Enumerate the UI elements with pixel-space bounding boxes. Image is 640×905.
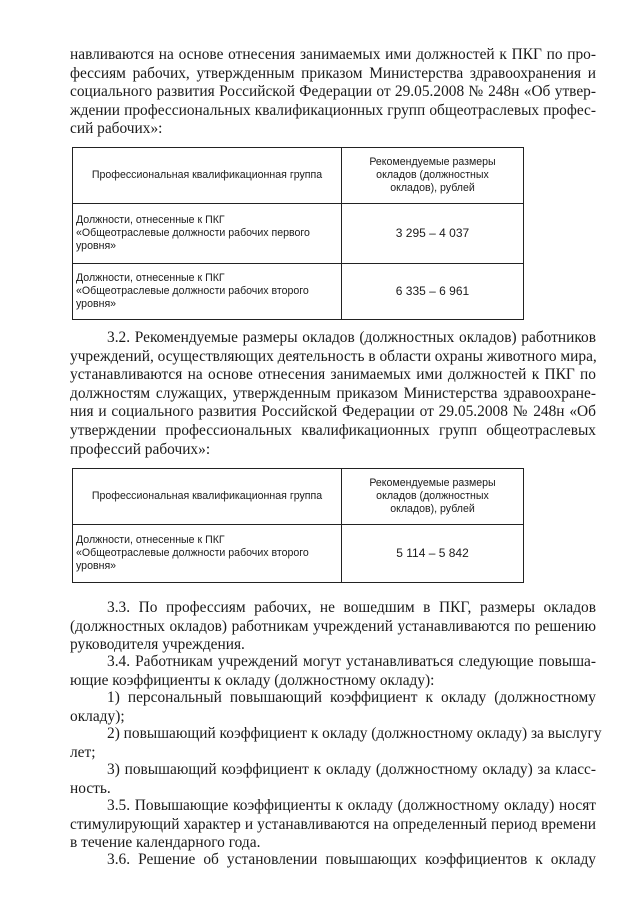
cell-line: «Общеотраслевые должности рабочих первого bbox=[76, 227, 310, 239]
text-line: социального развития Российской Федерации от 29.05.2008 № 248н «Об утвер- bbox=[70, 83, 596, 101]
salary-table-1 bbox=[72, 147, 524, 320]
paragraph-3-4 bbox=[70, 653, 596, 690]
text-line: ность. bbox=[70, 779, 111, 797]
list-item-3-4-3 bbox=[70, 761, 596, 798]
cell-line: «Общеотраслевые должности рабочих второго bbox=[76, 285, 309, 297]
table-cell-salary: 3 295 – 4 037 bbox=[342, 204, 524, 264]
text-line: 3.2. Рекомендуемые размеры окладов (должностных окладов) работников bbox=[107, 329, 596, 346]
table-cell-salary: 5 114 – 5 842 bbox=[342, 525, 524, 583]
table-header-row bbox=[73, 469, 524, 525]
text-line: должностям служащих, утвержденным приказом Министерства здравоохране- bbox=[70, 384, 596, 402]
text-line: профессий рабочих»: bbox=[70, 440, 211, 458]
text-line: 3.3. По профессиям рабочих, не вошедшим в ПКГ, размеры окладов bbox=[107, 599, 596, 616]
text-line: 3) повышающий коэффициент к окладу (должностному окладу) за класс- bbox=[107, 761, 596, 778]
text-line: 2) повышающий коэффициент к окладу (должностному окладу) за выслугу bbox=[107, 725, 602, 742]
text-line: ждении профессиональных квалификационных групп общеотраслевых профес- bbox=[70, 101, 596, 119]
cell-line: уровня» bbox=[76, 298, 117, 310]
text-line: 3.4. Работникам учреждений могут устанавливаться следующие повыша- bbox=[107, 653, 596, 670]
header-line: окладов (должностных bbox=[376, 169, 489, 181]
header-line: Рекомендуемые размеры bbox=[369, 156, 496, 168]
table-header-row bbox=[73, 148, 524, 204]
table-header-salary bbox=[342, 469, 524, 525]
text-line: учреждений, осуществляющих деятельность в области охраны животного мира, bbox=[70, 347, 597, 365]
text-line: устанавливаются на основе отнесения занимаемых ими должностей к ПКГ по bbox=[70, 366, 596, 384]
table-cell-group bbox=[73, 204, 342, 264]
table-cell-salary: 6 335 – 6 961 bbox=[342, 264, 524, 320]
paragraph-3-2 bbox=[70, 329, 596, 459]
header-line: окладов), рублей bbox=[390, 182, 475, 194]
cell-line: «Общеотраслевые должности рабочих второго bbox=[76, 547, 309, 559]
header-line: окладов), рублей bbox=[390, 503, 475, 515]
paragraph-3-5 bbox=[70, 797, 596, 853]
cell-line: уровня» bbox=[76, 560, 117, 572]
header-line: Рекомендуемые размеры bbox=[369, 477, 496, 489]
salary-table-2 bbox=[72, 468, 524, 583]
text-line: окладу); bbox=[70, 707, 125, 725]
table-row bbox=[73, 264, 524, 320]
text-line: (должностных окладов) работникам учреждений устанавливаются по решению bbox=[70, 617, 596, 635]
text-line: стимулирующий характер и устанавливаются на определенный период времени bbox=[70, 815, 596, 833]
table-header-group: Профессиональная квалификационная группа bbox=[73, 148, 342, 204]
paragraph-3-3 bbox=[70, 599, 596, 655]
table-header-salary bbox=[342, 148, 524, 204]
paragraph-intro bbox=[70, 46, 596, 139]
table-cell-group bbox=[73, 264, 342, 320]
list-item-3-4-2 bbox=[70, 725, 602, 762]
text-line: 1) персональный повышающий коэффициент к окладу (должностному bbox=[107, 689, 596, 706]
table-header-group: Профессиональная квалификационная группа bbox=[73, 469, 342, 525]
table-cell-group bbox=[73, 525, 342, 583]
text-line: лет; bbox=[70, 743, 96, 761]
text-line: 3.5. Повышающие коэффициенты к окладу (должностному окладу) носят bbox=[107, 797, 596, 814]
header-line: окладов (должностных bbox=[376, 490, 489, 502]
table-row bbox=[73, 525, 524, 583]
text-line: фессиям рабочих, утвержденным приказом Министерства здравоохранения и bbox=[70, 64, 596, 82]
text-line: ющие коэффициенты к окладу (должностному окладу): bbox=[70, 671, 435, 689]
cell-line: Должности, отнесенные к ПКГ bbox=[76, 214, 225, 226]
list-item-3-4-1 bbox=[70, 689, 596, 726]
text-line: руководителя учреждения. bbox=[70, 636, 245, 654]
text-line: сий рабочих»: bbox=[70, 120, 163, 138]
text-line: навливаются на основе отнесения занимаемых ими должностей к ПКГ по про- bbox=[70, 46, 596, 63]
cell-line: уровня» bbox=[76, 240, 117, 252]
text-line: ния и социального развития Российской Федерации от 29.05.2008 № 248н «Об bbox=[70, 403, 596, 421]
cell-line: Должности, отнесенные к ПКГ bbox=[76, 534, 225, 546]
text-line: в течение календарного года. bbox=[70, 834, 261, 852]
table-row bbox=[73, 204, 524, 264]
text-line: утверждении профессиональных квалификационных групп общеотраслевых bbox=[70, 421, 596, 439]
cell-line: Должности, отнесенные к ПКГ bbox=[76, 272, 225, 284]
text-line: 3.6. Решение об установлении повышающих коэффициентов к окладу bbox=[107, 851, 596, 868]
paragraph-3-6 bbox=[70, 851, 596, 870]
